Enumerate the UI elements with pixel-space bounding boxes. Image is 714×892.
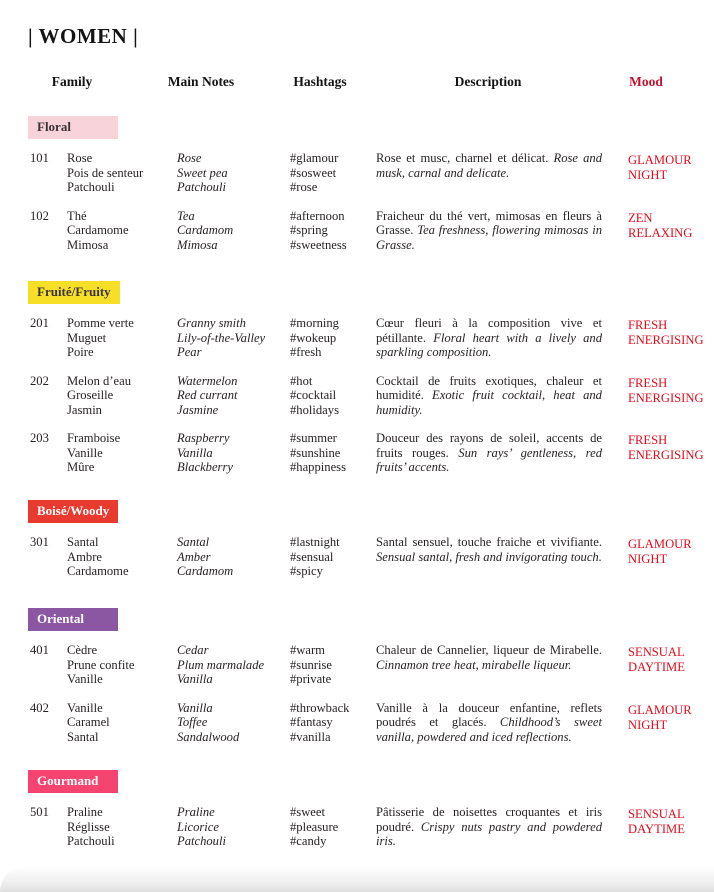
hashtags-list (290, 701, 376, 745)
description-english: Tea freshness, flowering mimosas in Grasse. (376, 223, 602, 252)
family-ingredients-fr (67, 431, 177, 475)
description-text (376, 374, 628, 418)
mood-label: GLAMOUR NIGHT (628, 537, 692, 566)
family-category-label: Gourmand (37, 773, 99, 788)
hashtag: #private (290, 672, 332, 686)
section-rows (0, 316, 714, 475)
description-french: Cocktail de fruits exotiques, chaleur et humidité. (376, 373, 602, 402)
main-note-line: Sweet pea (177, 165, 228, 180)
section-rows (0, 805, 714, 849)
family-category-label: Boisé/Woody (37, 503, 110, 518)
family-line: Caramel (67, 715, 110, 729)
main-note-line: Mimosa (177, 237, 218, 252)
family-ingredients-fr (67, 316, 177, 360)
main-note-line: Rose (177, 151, 202, 165)
main-note-line: Pear (177, 345, 202, 359)
column-header-main-notes: Main Notes (167, 74, 235, 89)
family-ingredients-fr (67, 374, 177, 418)
main-note-line: Sandalwood (177, 729, 240, 744)
main-note-line: Vanilla (177, 445, 213, 460)
hashtags-list (290, 374, 376, 418)
fragrance-row (30, 316, 714, 360)
main-notes-en (177, 316, 290, 360)
fragrance-row (30, 643, 714, 687)
mood-label: FRESH ENERGISING (628, 318, 704, 347)
main-note-line: Patchouli (177, 834, 226, 848)
description-french: Santal sensuel, touche fraiche et vivifiante. (376, 535, 602, 549)
hashtag: #afternoon (290, 208, 345, 223)
main-notes-en (177, 209, 290, 253)
hashtags-list (290, 151, 376, 195)
family-category-chip (28, 281, 120, 304)
fragrance-number: 202 (30, 373, 49, 388)
family-line: Cèdre (67, 643, 98, 657)
hashtag: #pleasure (290, 819, 339, 834)
fragrance-row (30, 431, 714, 475)
fragrance-number: 102 (30, 208, 49, 223)
hashtags-list (290, 535, 376, 579)
main-note-line: Cedar (177, 643, 209, 657)
main-note-line: Blackberry (177, 460, 233, 474)
section-rows (0, 151, 714, 252)
hashtag: #hot (290, 373, 313, 388)
hashtags-list (290, 209, 376, 253)
family-line: Cardamome (67, 564, 129, 578)
main-note-line: Cardamom (177, 223, 234, 237)
family-ingredients-fr (67, 535, 177, 579)
description-french: Vanille à la douceur enfantine, reflets poudrés et glacés. (376, 700, 602, 729)
family-line: Muguet (67, 330, 107, 345)
hashtag: #sosweet (290, 165, 337, 180)
hashtag: #vanilla (290, 729, 331, 744)
main-note-line: Tea (177, 208, 195, 223)
family-line: Groseille (67, 388, 114, 402)
fragrance-family-section (0, 281, 714, 489)
hashtag: #candy (290, 834, 327, 848)
family-category-chip (28, 116, 118, 139)
main-notes-en (177, 701, 290, 745)
fragrance-row (30, 535, 714, 579)
description-text (376, 643, 628, 687)
family-ingredients-fr (67, 701, 177, 745)
description-french: Fraicheur du thé vert, mimosas en fleurs à Grasse. (376, 208, 602, 237)
description-english: Crispy nuts pastry and powdered iris. (376, 819, 602, 848)
main-note-line: Jasmine (177, 402, 219, 417)
description-french: Douceur des rayons de soleil, accents de fruits rouges. (376, 431, 602, 460)
family-ingredients-fr (67, 151, 177, 195)
section-rows (0, 643, 714, 744)
hashtag: #sensual (290, 549, 334, 564)
description-english: Sensual santal, fresh and invigorating touch. (376, 549, 602, 564)
hashtags-list (290, 316, 376, 360)
page-title: | WOMEN | (28, 24, 139, 48)
main-note-line: Santal (177, 535, 210, 549)
hashtag: #cocktail (290, 388, 337, 402)
family-ingredients-fr (67, 209, 177, 253)
family-line: Santal (67, 535, 99, 549)
family-line: Pois de senteur (67, 165, 144, 180)
hashtag: #spring (290, 223, 328, 237)
hashtag: #wokeup (290, 330, 337, 345)
description-text (376, 701, 628, 745)
main-note-line: Plum marmalade (177, 657, 265, 672)
description-french: Chaleur de Cannelier, liqueur de Mirabelle. (376, 643, 602, 657)
description-text (376, 535, 628, 579)
family-line: Jasmin (67, 402, 102, 417)
main-notes-en (177, 151, 290, 195)
description-english: Rose and musk, carnal and delicate. (376, 151, 602, 180)
description-english: Exotic fruit cocktail, heat and humidity. (376, 388, 602, 417)
family-line: Ambre (67, 549, 102, 564)
column-header-mood: Mood (629, 74, 663, 89)
fragrance-family-section (0, 116, 714, 266)
main-note-line: Licorice (177, 819, 219, 834)
fragrance-number: 203 (30, 431, 49, 445)
fragrance-row (30, 209, 714, 253)
family-line: Pomme verte (67, 316, 134, 330)
fragrance-row (30, 805, 714, 849)
main-notes-en (177, 643, 290, 687)
main-note-line: Patchouli (177, 180, 226, 194)
description-text (376, 209, 628, 253)
main-note-line: Lily-of-the-Valley (177, 330, 266, 345)
fragrance-number: 301 (30, 535, 49, 549)
main-note-line: Red currant (177, 388, 238, 402)
description-text (376, 316, 628, 360)
main-note-line: Praline (177, 805, 215, 819)
family-line: Prune confite (67, 657, 135, 672)
description-english: Cinnamon tree heat, mirabelle liqueur. (376, 657, 572, 672)
description-text (376, 431, 628, 475)
family-line: Patchouli (67, 834, 115, 848)
hashtag: #morning (290, 316, 339, 330)
family-line: Mimosa (67, 237, 109, 252)
family-line: Framboise (67, 431, 121, 445)
main-note-line: Amber (177, 549, 211, 564)
family-line: Melon d’eau (67, 373, 131, 388)
hashtags-list (290, 805, 376, 849)
column-header-family: Family (51, 74, 93, 89)
main-note-line: Granny smith (177, 316, 246, 330)
mood-label: ZEN RELAXING (628, 210, 693, 240)
main-note-line: Raspberry (177, 431, 230, 445)
main-note-line: Vanilla (177, 672, 213, 686)
family-line: Mûre (67, 460, 95, 474)
main-note-line: Watermelon (177, 373, 238, 388)
description-french: Pâtisserie de noisettes croquantes et iris poudré. (376, 805, 602, 834)
hashtags-list (290, 431, 376, 475)
mood-label: SENSUAL DAYTIME (628, 645, 685, 674)
hashtag: #lastnight (290, 535, 340, 549)
description-english: Sun rays’ gentleness, red fruits’ accents. (376, 445, 602, 474)
hashtag: #spicy (290, 564, 323, 578)
hashtag: #throwback (290, 700, 350, 715)
hashtag: #sunshine (290, 445, 341, 460)
family-line: Patchouli (67, 180, 115, 194)
family-line: Vanille (67, 445, 103, 460)
page-edge-shadow (0, 866, 714, 892)
mood-label: FRESH ENERGISING (628, 375, 704, 405)
hashtag: #happiness (290, 460, 346, 474)
family-line: Thé (67, 208, 87, 223)
fragrance-number: 501 (30, 805, 49, 819)
hashtag: #sweet (290, 805, 325, 819)
main-note-line: Vanilla (177, 700, 213, 715)
description-english: Childhood’s sweet vanilla, powdered and iced reflections. (376, 715, 602, 744)
main-notes-en (177, 374, 290, 418)
fragrance-row (30, 374, 714, 418)
hashtag: #summer (290, 431, 337, 445)
main-notes-en (177, 431, 290, 475)
mood-label: SENSUAL DAYTIME (628, 807, 685, 836)
fragrance-number: 101 (30, 151, 49, 165)
family-category-chip (28, 770, 118, 793)
fragrance-number: 402 (30, 700, 49, 715)
hashtag: #sweetness (290, 237, 347, 252)
family-line: Rose (67, 151, 93, 165)
family-line: Cardamome (67, 223, 129, 237)
column-header-hashtags: Hashtags (293, 74, 347, 89)
family-line: Vanille (67, 672, 103, 686)
mood-label: GLAMOUR NIGHT (628, 702, 692, 732)
hashtag: #holidays (290, 402, 339, 417)
hashtag: #warm (290, 643, 325, 657)
description-french: Rose et musc, charnel et délicat. (376, 151, 549, 165)
main-note-line: Cardamom (177, 564, 234, 578)
family-category-chip (28, 608, 118, 631)
fragrance-row (30, 151, 714, 195)
family-category-label: Fruité/Fruity (37, 284, 111, 299)
fragrance-family-section (0, 500, 714, 593)
main-notes-en (177, 805, 290, 849)
description-english: Floral heart with a lively and sparkling composition. (376, 330, 602, 359)
family-line: Poire (67, 345, 94, 359)
fragrance-number: 401 (30, 643, 49, 657)
description-french: Cœur fleuri à la composition vive et pétillante. (376, 316, 602, 345)
family-ingredients-fr (67, 805, 177, 849)
fragrance-row (30, 701, 714, 745)
mood-label: GLAMOUR NIGHT (628, 153, 692, 182)
family-category-label: Floral (37, 119, 71, 134)
family-category-label: Oriental (37, 611, 84, 626)
hashtag: #fantasy (290, 715, 333, 729)
family-line: Praline (67, 805, 103, 819)
section-rows (0, 535, 714, 579)
description-text (376, 151, 628, 195)
main-note-line: Toffee (177, 715, 208, 729)
family-line: Santal (67, 729, 99, 744)
family-line: Vanille (67, 700, 103, 715)
mood-label: FRESH ENERGISING (628, 433, 704, 462)
hashtag: #sunrise (290, 657, 332, 672)
fragrance-family-section (0, 770, 714, 863)
hashtags-list (290, 643, 376, 687)
hashtag: #fresh (290, 345, 322, 359)
column-header-description: Description (454, 74, 522, 89)
fragrance-family-section (0, 608, 714, 758)
fragrance-number: 201 (30, 316, 49, 330)
family-line: Réglisse (67, 819, 110, 834)
family-ingredients-fr (67, 643, 177, 687)
description-text (376, 805, 628, 849)
family-category-chip (28, 500, 118, 523)
main-notes-en (177, 535, 290, 579)
hashtag: #glamour (290, 151, 339, 165)
hashtag: #rose (290, 180, 318, 194)
